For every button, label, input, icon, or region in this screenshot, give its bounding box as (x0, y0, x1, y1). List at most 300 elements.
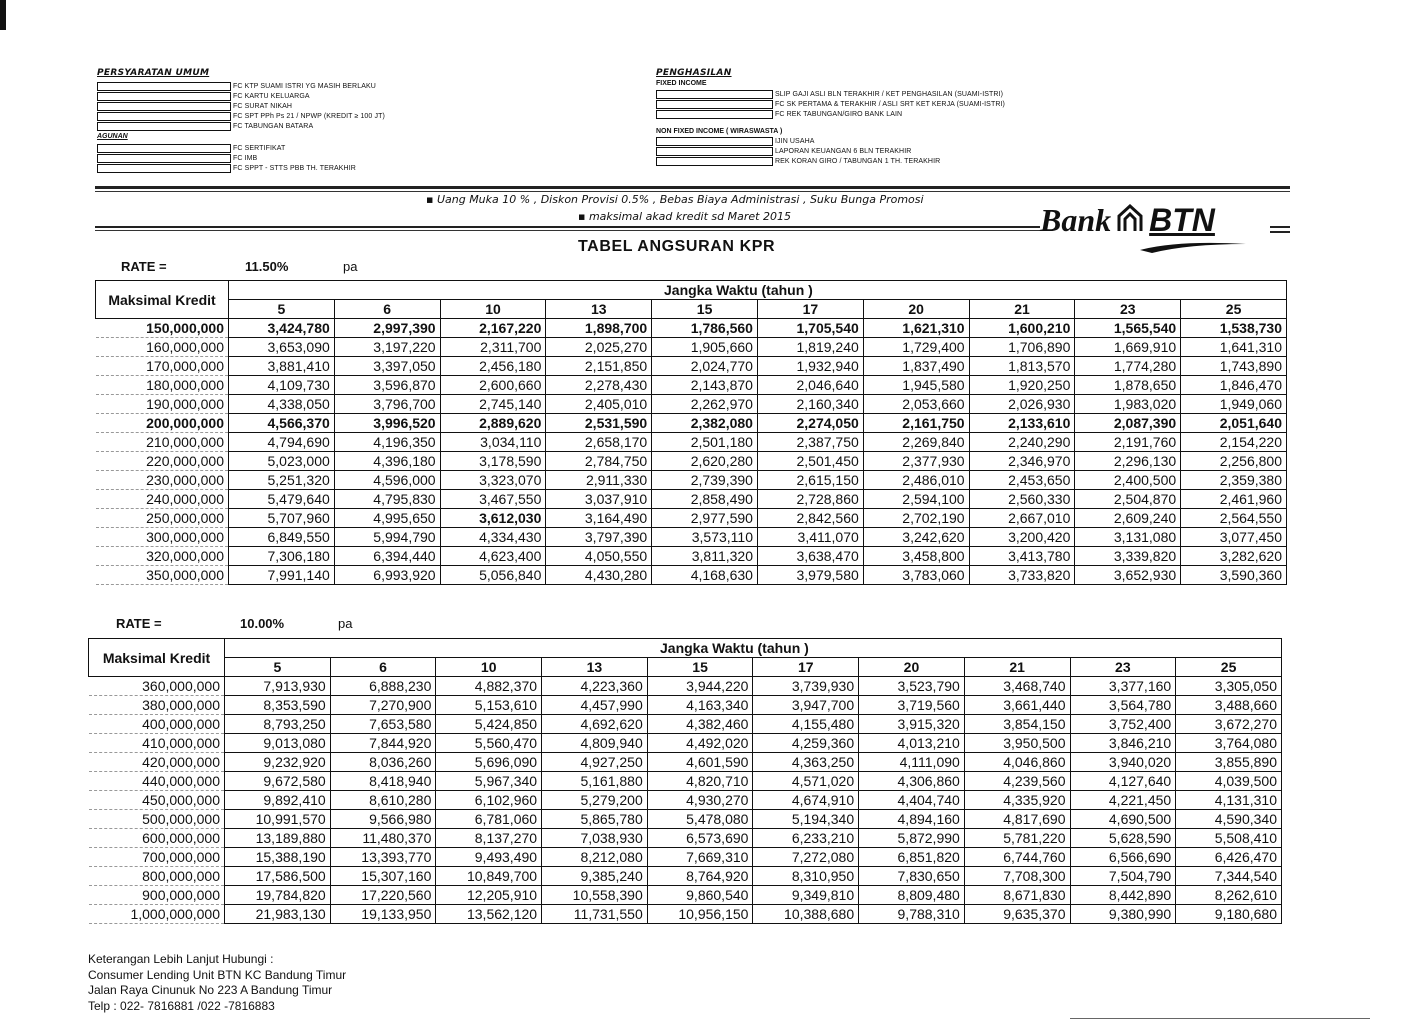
installment-cell: 3,573,110 (652, 528, 758, 547)
requirements-general (97, 68, 385, 173)
installment-cell: 5,865,780 (542, 810, 648, 829)
column-header: 17 (753, 658, 859, 677)
installment-cell: 5,707,960 (229, 509, 335, 528)
installment-cell: 3,940,020 (1070, 753, 1176, 772)
installment-cell: 3,854,150 (964, 715, 1070, 734)
table-row (96, 509, 1287, 528)
installment-cell: 3,339,820 (1075, 547, 1181, 566)
installment-cell: 3,282,620 (1181, 547, 1287, 566)
installment-cell: 2,504,870 (1075, 490, 1181, 509)
installment-cell: 8,353,590 (225, 696, 331, 715)
installment-cell: 3,564,780 (1070, 696, 1176, 715)
installment-cell: 2,858,490 (652, 490, 758, 509)
installment-cell: 3,739,930 (753, 677, 859, 696)
group-header (229, 281, 1287, 300)
installment-cell: 4,013,210 (859, 734, 965, 753)
installment-cell: 2,405,010 (546, 395, 652, 414)
installment-cell: 3,596,870 (334, 376, 440, 395)
installment-cell: 5,153,610 (436, 696, 542, 715)
column-header: 13 (546, 300, 652, 319)
installment-cell: 3,131,080 (1075, 528, 1181, 547)
installment-cell: 1,819,240 (757, 338, 863, 357)
installment-cell: 3,411,070 (757, 528, 863, 547)
column-header: 21 (964, 658, 1070, 677)
installment-cell: 2,842,560 (757, 509, 863, 528)
installment-cell: 8,610,280 (330, 791, 436, 810)
installment-cell: 2,377,930 (863, 452, 969, 471)
installment-cell: 7,844,920 (330, 734, 436, 753)
installment-cell: 4,882,370 (436, 677, 542, 696)
checklist-label: FC TABUNGAN BATARA (233, 122, 314, 130)
installment-cell: 4,239,560 (964, 772, 1070, 791)
installment-cell: 1,945,580 (863, 376, 969, 395)
installment-cell: 2,977,590 (652, 509, 758, 528)
kredit-cell: 500,000,000 (89, 810, 225, 829)
installment-cell: 9,566,980 (330, 810, 436, 829)
row-header: Maksimal Kredit (89, 639, 225, 677)
installment-cell: 3,458,800 (863, 547, 969, 566)
checkbox-field[interactable] (97, 92, 231, 101)
column-header: 6 (330, 658, 436, 677)
checklist-item[interactable] (97, 81, 385, 91)
installment-cell: 3,783,060 (863, 566, 969, 585)
installment-cell: 9,493,490 (436, 848, 542, 867)
installment-cell: 4,127,640 (1070, 772, 1176, 791)
installment-cell: 6,781,060 (436, 810, 542, 829)
installment-cell: 3,944,220 (647, 677, 753, 696)
installment-cell: 3,915,320 (859, 715, 965, 734)
column-header: 25 (1181, 300, 1287, 319)
installment-cell: 5,056,840 (440, 566, 546, 585)
installment-cell: 3,672,270 (1176, 715, 1282, 734)
installment-cell: 4,050,550 (546, 547, 652, 566)
installment-cell: 4,794,690 (229, 433, 335, 452)
table-row (96, 414, 1287, 433)
installment-cell: 2,296,130 (1075, 452, 1181, 471)
installment-table (88, 638, 1282, 924)
checkbox-field[interactable] (656, 100, 773, 109)
table-row (89, 677, 1282, 696)
kredit-cell: 380,000,000 (89, 696, 225, 715)
installment-cell: 2,387,750 (757, 433, 863, 452)
checklist-label: FC KARTU KELUARGA (233, 92, 310, 100)
installment-cell: 4,163,340 (647, 696, 753, 715)
table-row (89, 734, 1282, 753)
installment-cell: 19,133,950 (330, 905, 436, 924)
installment-cell: 2,160,340 (757, 395, 863, 414)
checkbox-field[interactable] (656, 147, 773, 156)
checklist-item[interactable] (656, 146, 1005, 156)
installment-cell: 6,394,440 (334, 547, 440, 566)
installment-cell: 1,920,250 (969, 376, 1075, 395)
installment-cell: 6,566,690 (1070, 848, 1176, 867)
installment-cell: 2,269,840 (863, 433, 969, 452)
checklist-item[interactable] (656, 99, 1005, 109)
installment-cell: 17,586,500 (225, 867, 331, 886)
table-row (89, 715, 1282, 734)
rate-line (90, 616, 352, 631)
installment-cell: 2,256,800 (1181, 452, 1287, 471)
column-header: 13 (542, 658, 648, 677)
kredit-cell: 150,000,000 (96, 319, 229, 338)
installment-cell: 8,262,610 (1176, 886, 1282, 905)
table-row (96, 433, 1287, 452)
installment-cell: 4,995,650 (334, 509, 440, 528)
installment-cell: 2,154,220 (1181, 433, 1287, 452)
installment-cell: 4,674,910 (753, 791, 859, 810)
promo-line-2: ▪ maksimal akad kredit sd Maret 2015 (578, 210, 791, 223)
kredit-cell: 700,000,000 (89, 848, 225, 867)
checklist-label: FC REK TABUNGAN/GIRO BANK LAIN (775, 110, 903, 118)
table-row (96, 547, 1287, 566)
installment-cell: 8,764,920 (647, 867, 753, 886)
table-row (89, 753, 1282, 772)
installment-cell: 3,797,390 (546, 528, 652, 547)
column-header: 10 (436, 658, 542, 677)
installment-cell: 3,653,090 (229, 338, 335, 357)
installment-cell: 7,708,300 (964, 867, 1070, 886)
installment-cell: 1,641,310 (1181, 338, 1287, 357)
kredit-cell: 600,000,000 (89, 829, 225, 848)
promo-line-1: ▪ Uang Muka 10 % , Diskon Provisi 0.5% , Bebas Biaya Administrasi , Suku Bunga Promosi (426, 193, 924, 206)
contact-info (88, 952, 346, 1014)
column-header: 17 (757, 300, 863, 319)
column-header: 23 (1075, 300, 1181, 319)
table-row (96, 471, 1287, 490)
installment-cell: 1,905,660 (652, 338, 758, 357)
checkbox-field[interactable] (656, 90, 773, 99)
installment-cell: 9,892,410 (225, 791, 331, 810)
checklist-item[interactable] (97, 163, 385, 173)
installment-cell: 2,024,770 (652, 357, 758, 376)
checklist-item[interactable] (656, 136, 1005, 146)
installment-cell: 3,197,220 (334, 338, 440, 357)
installment-cell: 2,240,290 (969, 433, 1075, 452)
installment-cell: 10,991,570 (225, 810, 331, 829)
installment-cell: 5,696,090 (436, 753, 542, 772)
house-icon (1117, 204, 1143, 237)
fixed-income-heading: FIXED INCOME (656, 80, 707, 87)
installment-cell: 1,786,560 (652, 319, 758, 338)
installment-cell: 7,669,310 (647, 848, 753, 867)
checklist-label: FC KTP SUAMI ISTRI YG MASIH BERLAKU (233, 82, 376, 90)
installment-cell: 5,967,340 (436, 772, 542, 791)
column-header: 23 (1070, 658, 1176, 677)
installment-cell: 4,131,310 (1176, 791, 1282, 810)
installment-cell: 4,111,090 (859, 753, 965, 772)
column-header: 15 (647, 658, 753, 677)
kredit-cell: 200,000,000 (96, 414, 229, 433)
installment-cell: 1,565,540 (1075, 319, 1181, 338)
installment-cell: 2,739,390 (652, 471, 758, 490)
installment-cell: 4,335,920 (964, 791, 1070, 810)
checkbox-field[interactable] (97, 82, 231, 91)
installment-cell: 2,615,150 (757, 471, 863, 490)
installment-cell: 2,046,640 (757, 376, 863, 395)
installment-cell: 5,781,220 (964, 829, 1070, 848)
column-header: 21 (969, 300, 1075, 319)
installment-cell: 3,950,500 (964, 734, 1070, 753)
installment-cell: 3,242,620 (863, 528, 969, 547)
installment-cell: 3,796,700 (334, 395, 440, 414)
table-row (89, 829, 1282, 848)
checklist-item[interactable] (97, 153, 385, 163)
installment-cell: 4,894,160 (859, 810, 965, 829)
scan-edge-mark (0, 0, 6, 30)
checklist-item[interactable] (97, 101, 385, 111)
installment-cell: 1,774,280 (1075, 357, 1181, 376)
installment-cell: 4,396,180 (334, 452, 440, 471)
checklist-label: FC SPT PPh Ps 21 / NPWP (KREDIT ≥ 100 JT) (233, 112, 385, 120)
installment-cell: 3,947,700 (753, 696, 859, 715)
installment-cell: 2,461,960 (1181, 490, 1287, 509)
installment-cell: 6,888,230 (330, 677, 436, 696)
installment-cell: 2,133,610 (969, 414, 1075, 433)
installment-cell: 13,562,120 (436, 905, 542, 924)
kredit-cell: 320,000,000 (96, 547, 229, 566)
table-row (96, 528, 1287, 547)
installment-cell: 4,692,620 (542, 715, 648, 734)
checkbox-field[interactable] (97, 102, 231, 111)
installment-cell: 3,719,560 (859, 696, 965, 715)
checklist-item[interactable] (656, 109, 1005, 119)
installment-cell: 4,457,990 (542, 696, 648, 715)
installment-table (95, 280, 1287, 585)
checkbox-field[interactable] (97, 154, 231, 163)
contact-line: Consumer Lending Unit BTN KC Bandung Timur (88, 967, 347, 982)
table-row (89, 772, 1282, 791)
collateral-heading: AGUNAN (97, 133, 128, 140)
installment-cell: 3,323,070 (440, 471, 546, 490)
installment-cell: 1,837,490 (863, 357, 969, 376)
installment-cell: 2,026,930 (969, 395, 1075, 414)
installment-cell: 10,558,390 (542, 886, 648, 905)
installment-cell: 9,232,920 (225, 753, 331, 772)
column-header: 20 (863, 300, 969, 319)
installment-cell: 3,855,890 (1176, 753, 1282, 772)
rate-unit: pa (338, 616, 353, 631)
installment-cell: 7,913,930 (225, 677, 331, 696)
installment-cell: 2,702,190 (863, 509, 969, 528)
installment-cell: 1,813,570 (969, 357, 1075, 376)
checklist-label: LAPORAN KEUANGAN 6 BLN TERAKHIR (775, 147, 912, 155)
table-row (89, 791, 1282, 810)
installment-cell: 4,690,500 (1070, 810, 1176, 829)
table-row (96, 357, 1287, 376)
installment-cell: 9,380,990 (1070, 905, 1176, 924)
installment-cell: 2,025,270 (546, 338, 652, 357)
kredit-cell: 440,000,000 (89, 772, 225, 791)
installment-cell: 7,504,790 (1070, 867, 1176, 886)
installment-cell: 7,830,650 (859, 867, 965, 886)
installment-cell: 4,430,280 (546, 566, 652, 585)
kredit-cell: 250,000,000 (96, 509, 229, 528)
installment-cell: 4,338,050 (229, 395, 335, 414)
installment-cell: 17,220,560 (330, 886, 436, 905)
contact-line: Jalan Raya Cinunuk No 223 A Bandung Timur (88, 983, 333, 997)
installment-cell: 4,196,350 (334, 433, 440, 452)
kredit-cell: 240,000,000 (96, 490, 229, 509)
page-title: TABEL ANGSURAN KPR (578, 238, 776, 255)
installment-cell: 21,983,130 (225, 905, 331, 924)
installment-cell: 3,652,930 (1075, 566, 1181, 585)
installment-cell: 6,233,210 (753, 829, 859, 848)
bank-btn-logo (1040, 202, 1215, 239)
installment-cell: 2,359,380 (1181, 471, 1287, 490)
installment-cell: 3,733,820 (969, 566, 1075, 585)
installment-cell: 2,745,140 (440, 395, 546, 414)
installment-cell: 1,846,470 (1181, 376, 1287, 395)
installment-cell: 4,601,590 (647, 753, 753, 772)
checkbox-field[interactable] (97, 122, 231, 131)
installment-cell: 1,669,910 (1075, 338, 1181, 357)
checkbox-field[interactable] (656, 110, 773, 119)
installment-cell: 9,385,240 (542, 867, 648, 886)
installment-cell: 4,566,370 (229, 414, 335, 433)
table-row (89, 886, 1282, 905)
table-row (96, 490, 1287, 509)
table-row (89, 867, 1282, 886)
installment-cell: 6,102,960 (436, 791, 542, 810)
installment-cell: 3,638,470 (757, 547, 863, 566)
installment-cell: 1,729,400 (863, 338, 969, 357)
installment-cell: 1,706,890 (969, 338, 1075, 357)
checklist-item[interactable] (97, 143, 385, 153)
installment-cell: 1,898,700 (546, 319, 652, 338)
checklist-item[interactable] (97, 91, 385, 101)
group-header-label: Jangka Waktu (tahun ) (660, 640, 809, 656)
divider (95, 191, 1290, 192)
kredit-cell: 1,000,000,000 (89, 905, 225, 924)
column-header: 5 (229, 300, 335, 319)
installment-cell: 2,311,700 (440, 338, 546, 357)
table-row (89, 810, 1282, 829)
installment-cell: 5,628,590 (1070, 829, 1176, 848)
checklist-item[interactable] (656, 89, 1005, 99)
installment-cell: 5,508,410 (1176, 829, 1282, 848)
installment-cell: 3,811,320 (652, 547, 758, 566)
installment-cell: 9,788,310 (859, 905, 965, 924)
installment-cell: 3,200,420 (969, 528, 1075, 547)
checkbox-field[interactable] (97, 144, 231, 153)
installment-cell: 2,531,590 (546, 414, 652, 433)
installment-cell: 1,932,940 (757, 357, 863, 376)
checklist-item[interactable] (97, 121, 385, 131)
logo-swoosh-icon (1138, 240, 1248, 254)
kredit-cell: 180,000,000 (96, 376, 229, 395)
checklist-label: REK KORAN GIRO / TABUNGAN 1 TH. TERAKHIR (775, 157, 941, 165)
installment-cell: 7,306,180 (229, 547, 335, 566)
checklist-label: FC SK PERTAMA & TERAKHIR / ASLI SRT KET KERJA (SUAMI-ISTRI) (775, 100, 1005, 108)
installment-cell: 4,221,450 (1070, 791, 1176, 810)
installment-cell: 3,996,520 (334, 414, 440, 433)
column-header-row (89, 658, 1282, 677)
installment-cell: 4,930,270 (647, 791, 753, 810)
group-header (225, 639, 1282, 658)
rate-label: RATE = (121, 259, 167, 274)
installment-cell: 5,251,320 (229, 471, 335, 490)
installment-cell: 3,467,550 (440, 490, 546, 509)
installment-cell: 5,023,000 (229, 452, 335, 471)
table-row (96, 319, 1287, 338)
requirements-income (656, 68, 1005, 166)
installment-cell: 2,564,550 (1181, 509, 1287, 528)
contact-line: Keterangan Lebih Lanjut Hubungi : (88, 952, 274, 966)
column-header-row (96, 300, 1287, 319)
installment-cell: 3,764,080 (1176, 734, 1282, 753)
installment-cell: 1,621,310 (863, 319, 969, 338)
installment-cell: 10,956,150 (647, 905, 753, 924)
column-header: 5 (225, 658, 331, 677)
installment-cell: 2,161,750 (863, 414, 969, 433)
installment-cell: 3,178,590 (440, 452, 546, 471)
installment-cell: 6,851,820 (859, 848, 965, 867)
checkbox-field[interactable] (656, 137, 773, 146)
checklist-item[interactable] (656, 156, 1005, 166)
installment-cell: 9,180,680 (1176, 905, 1282, 924)
checkbox-field[interactable] (97, 112, 231, 121)
installment-cell: 8,310,950 (753, 867, 859, 886)
installment-cell: 2,278,430 (546, 376, 652, 395)
checklist-item[interactable] (97, 111, 385, 121)
kredit-cell: 300,000,000 (96, 528, 229, 547)
installment-cell: 2,620,280 (652, 452, 758, 471)
checklist-label: FC SERTIFIKAT (233, 144, 286, 152)
checklist-label: FC SPPT - STTS PBB TH. TERAKHIR (233, 164, 356, 172)
logo-dash (1270, 226, 1290, 228)
installment-cell: 2,911,330 (546, 471, 652, 490)
installment-cell: 1,705,540 (757, 319, 863, 338)
kredit-cell: 360,000,000 (89, 677, 225, 696)
logo-btn-text: BTN (1149, 202, 1215, 238)
checkbox-field[interactable] (97, 164, 231, 173)
installment-cell: 3,424,780 (229, 319, 335, 338)
column-header: 15 (652, 300, 758, 319)
installment-cell: 9,349,810 (753, 886, 859, 905)
installment-cell: 10,849,700 (436, 867, 542, 886)
installment-cell: 2,087,390 (1075, 414, 1181, 433)
installment-cell: 7,272,080 (753, 848, 859, 867)
rate-value: 11.50% (245, 259, 289, 274)
income-heading: PENGHASILAN (656, 68, 732, 78)
installment-cell: 2,051,640 (1181, 414, 1287, 433)
rate-unit: pa (343, 259, 358, 274)
installment-cell: 3,305,050 (1176, 677, 1282, 696)
installment-cell: 3,037,910 (546, 490, 652, 509)
kredit-cell: 160,000,000 (96, 338, 229, 357)
column-header: 20 (859, 658, 965, 677)
installment-cell: 13,189,880 (225, 829, 331, 848)
divider (95, 186, 1290, 189)
checkbox-field[interactable] (656, 157, 773, 166)
kredit-cell: 410,000,000 (89, 734, 225, 753)
installment-cell: 2,784,750 (546, 452, 652, 471)
installment-cell: 11,731,550 (542, 905, 648, 924)
kredit-cell: 210,000,000 (96, 433, 229, 452)
installment-cell: 3,523,790 (859, 677, 965, 696)
installment-cell: 4,363,250 (753, 753, 859, 772)
installment-cell: 4,492,020 (647, 734, 753, 753)
logo-bank-text: Bank (1040, 202, 1112, 238)
installment-cell: 1,600,210 (969, 319, 1075, 338)
installment-cell: 2,400,500 (1075, 471, 1181, 490)
installment-cell: 1,878,650 (1075, 376, 1181, 395)
installment-cell: 4,817,690 (964, 810, 1070, 829)
installment-cell: 4,596,000 (334, 471, 440, 490)
installment-cell: 4,382,460 (647, 715, 753, 734)
installment-cell: 7,038,930 (542, 829, 648, 848)
installment-cell: 4,109,730 (229, 376, 335, 395)
